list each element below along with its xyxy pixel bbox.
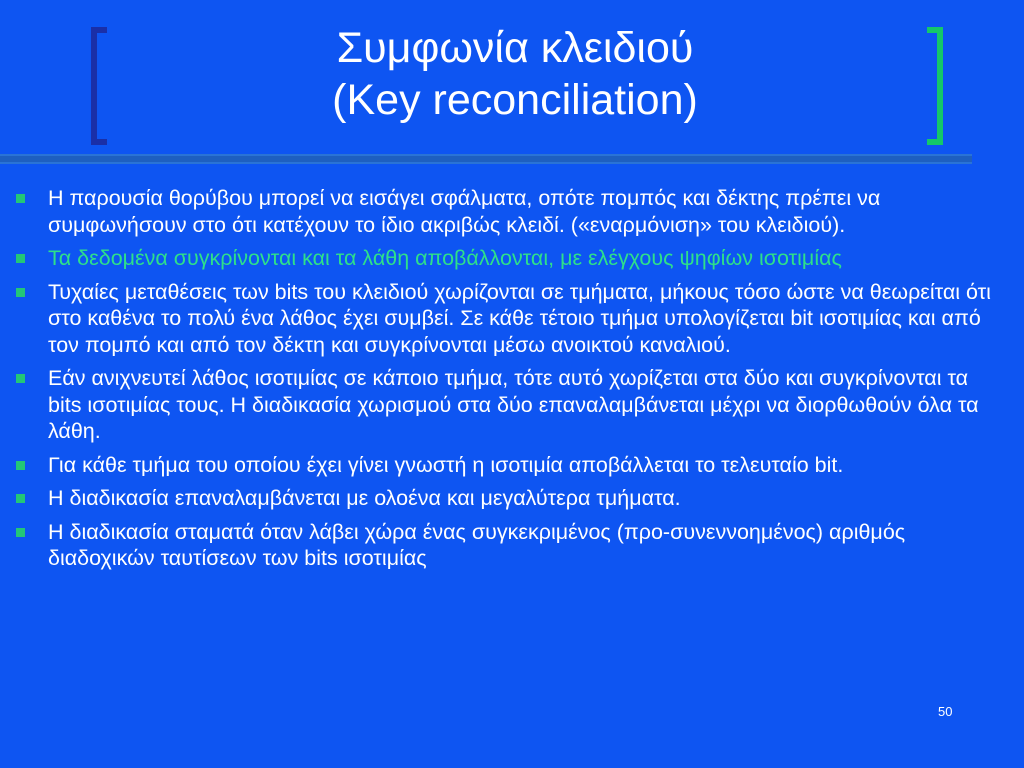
square-bullet-icon — [16, 461, 25, 470]
square-bullet-icon — [16, 254, 25, 263]
page-number: 50 — [938, 704, 953, 719]
title-divider-inner — [0, 156, 972, 162]
bullet-text: Εάν ανιχνευτεί λάθος ισοτιμίας σε κάποιο τμήμα, τότε αυτό χωρίζεται στα δύο και συγκρίνονται τα bits ισοτιμίας τους. Η διαδικασία χωρισμού στα δύο επαναλαμβάνεται μέχρι να διορθωθούν όλα τα λάθη. — [48, 366, 979, 443]
bullet-text: Η διαδικασία επαναλαμβάνεται με ολοένα και μεγαλύτερα τμήματα. — [48, 486, 681, 510]
bullet-text: Η διαδικασία σταματά όταν λάβει χώρα ένας συγκεκριμένος (προ-συνεννοημένος) αριθμός διαδοχικών ταυτίσεων των bits ισοτιμίας — [48, 519, 906, 570]
square-bullet-icon — [16, 494, 25, 503]
square-bullet-icon — [16, 194, 25, 203]
square-bullet-icon — [16, 288, 25, 297]
slide-title — [120, 22, 910, 126]
bullet-text: Τυχαίες μεταθέσεις των bits του κλειδιού χωρίζονται σε τμήματα, μήκους τόσο ώστε να θεωρείται ότι στο καθένα το πολύ ένα λάθος έχει συμβεί. Σε κάθε τέτοιο τμήμα υπολογίζεται bit ισοτιμίας και από τον πομπό και από τον δέκτη και συγκρίνονται μέσω ανοικτού καναλιού. — [48, 279, 991, 357]
slide-title-line-1: Συμφωνία κλειδιού — [336, 24, 694, 72]
right-bracket-decoration — [927, 27, 943, 145]
bullet-item — [14, 452, 1004, 479]
bullet-item — [14, 365, 1004, 445]
square-bullet-icon — [16, 374, 25, 383]
bullet-item — [14, 485, 1004, 512]
title-divider — [0, 154, 972, 164]
bullet-list — [14, 185, 1004, 579]
bullet-text: Τα δεδομένα συγκρίνονται και τα λάθη αποβάλλονται, με ελέγχους ψηφίων ισοτιμίας — [48, 246, 842, 270]
square-bullet-icon — [16, 528, 25, 537]
bullet-item — [14, 519, 1004, 572]
bullet-item — [14, 185, 1004, 238]
left-bracket-decoration — [91, 27, 107, 145]
bullet-item — [14, 279, 1004, 359]
bullet-item-highlighted — [14, 245, 1004, 272]
slide-title-line-2: (Key reconciliation) — [332, 76, 698, 124]
bullet-text: Για κάθε τμήμα του οποίου έχει γίνει γνωστή η ισοτιμία αποβάλλεται το τελευταίο bit. — [48, 452, 844, 477]
bullet-text: Η παρουσία θορύβου μπορεί να εισάγει σφάλματα, οπότε πομπός και δέκτης πρέπει να συμφωνήσουν στο ότι κατέχουν το ίδιο ακριβώς κλειδί. («εναρμόνιση» του κλειδιού). — [48, 186, 881, 237]
